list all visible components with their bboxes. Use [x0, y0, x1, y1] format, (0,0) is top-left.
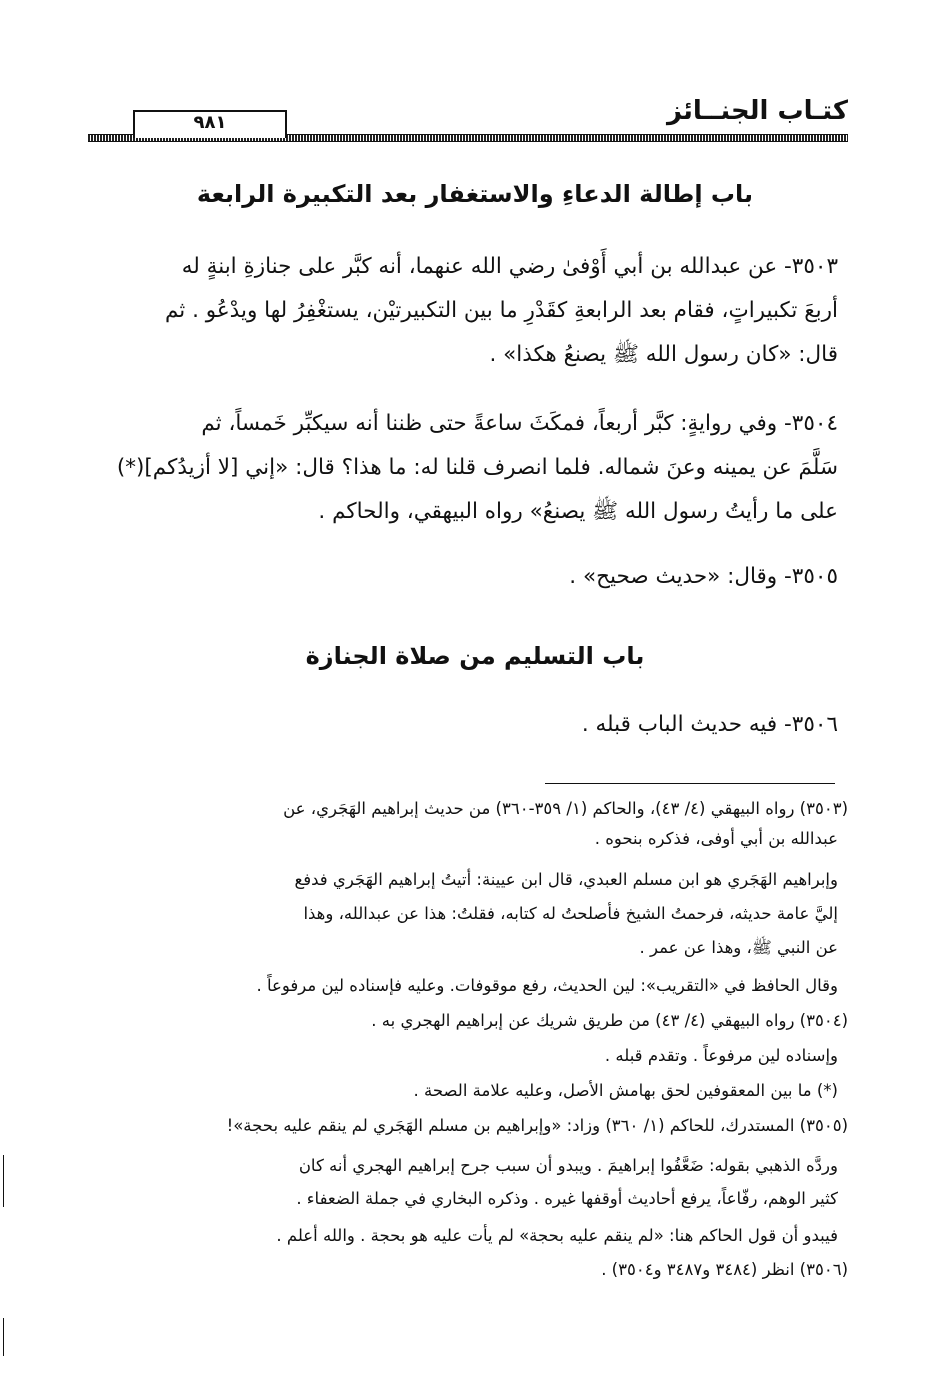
footnote-line: (*) ما بين المعقوفين لحق بهامش الأصل، وعليه علامة الصحة .: [413, 1081, 838, 1100]
section-heading: باب إطالة الدعاءِ والاستغفار بعد التكبيرة الرابعة: [196, 180, 754, 208]
paragraph-line: ٣٥٠٤- وفي روايةٍ: كبَّر أربعاً، فمكَثَ ساعةً حتى ظننا أنه سيكبِّر خَمساً، ثم: [201, 411, 838, 436]
footnote-line: (٣٥٠٥) المستدرك، للحاكم (١/ ٣٦٠) وزاد: «وإبراهيم بن مسلم الهَجَري لم ينقم عليه بحجة»!: [226, 1116, 848, 1135]
footnote-separator: [545, 783, 835, 784]
footnote-line: إليَّ عامة حديثه، فرحمتُ الشيخ فأصلحتُ له كتابه، فقلتُ: هذا عن عبدالله، وهذا: [303, 904, 838, 923]
page-number: ٩٨١: [193, 112, 227, 133]
scan-margin-mark: [3, 1155, 4, 1207]
running-header: [88, 96, 848, 148]
footnote-line: وردَّه الذهبي بقوله: ضَعَّفُوا إبراهيمَ . ويبدو أن سبب جرح إبراهيم الهجري أنه كان: [298, 1156, 838, 1175]
section-heading: باب التسليم من صلاة الجنازة: [305, 642, 645, 670]
book-title: كتـاب الجنــائز: [666, 96, 848, 126]
paragraph-line: ٣٥٠٥- وقال: «حديث صحيح» .: [569, 564, 838, 589]
footnote-line: وإبراهيم الهَجَري هو ابن مسلم العبدي، قال ابن عيينة: أتيتُ إبراهيم الهَجَري فدفع: [294, 870, 838, 889]
footnote-line: (٣٥٠٣) رواه البيهقي (٤/ ٤٣)، والحاكم (١/ ٣٥٩-٣٦٠) من حديث إبراهيم الهَجَري، عن: [283, 799, 848, 818]
footnote-line: كثير الوهم، رفّاعاً، يرفع أحاديث أوقفها غيره . وذكره البخاري في جملة الضعفاء .: [296, 1189, 838, 1208]
footnote-line: فيبدو أن قول الحاكم هنا: «لم ينقم عليه بحجة» لم يأت عليه هو بحجة . والله أعلم .: [276, 1226, 838, 1245]
page-number-box: [133, 110, 287, 138]
footnote-line: (٣٥٠٤) رواه البيهقي (٤/ ٤٣) من طريق شريك عن إبراهيم الهجري به .: [371, 1011, 848, 1030]
paragraph-line: سَلَّمَ عن يمينه وعنَ شماله. فلما انصرف قلنا له: ما هذا؟ قال: «إني [لا أزيدُكم](*): [116, 455, 838, 480]
paragraph-line: قال: «كان رسول الله ﷺ يصنعُ هكذا» .: [489, 342, 838, 367]
paragraph-line: ٣٥٠٣- عن عبدالله بن أبي أَوْفىٰ رضي الله عنهما، أنه كبَّر على جنازةِ ابنةٍ له: [181, 254, 838, 279]
paragraph-line: ٣٥٠٦- فيه حديث الباب قبله .: [581, 712, 838, 737]
paragraph-line: أربعَ تكبيراتٍ، فقام بعد الرابعةِ كقَدْرِ ما بين التكبيرتيْن، يستغْفِرُ لها ويدْعُو . ثم: [164, 298, 838, 323]
footnote-line: وإسناده لين مرفوعاً . وتقدم قبله .: [604, 1046, 838, 1065]
scan-margin-mark: [3, 1318, 4, 1356]
footnote-line: (٣٥٠٦) انظر (٣٤٨٤ و٣٤٨٧ و٣٥٠٤) .: [601, 1260, 848, 1279]
footnote-line: عبدالله بن أبي أوفى، فذكره بنحوه .: [594, 829, 838, 848]
paragraph-line: على ما رأيتُ رسول الله ﷺ يصنعُ» رواه البيهقي، والحاكم .: [318, 499, 838, 524]
footnote-line: وقال الحافظ في «التقريب»: لين الحديث، رفع موقوفات. وعليه فإسناده لين مرفوعاً .: [256, 976, 838, 995]
footnote-line: عن النبي ﷺ، وهذا عن عمر .: [639, 938, 838, 957]
